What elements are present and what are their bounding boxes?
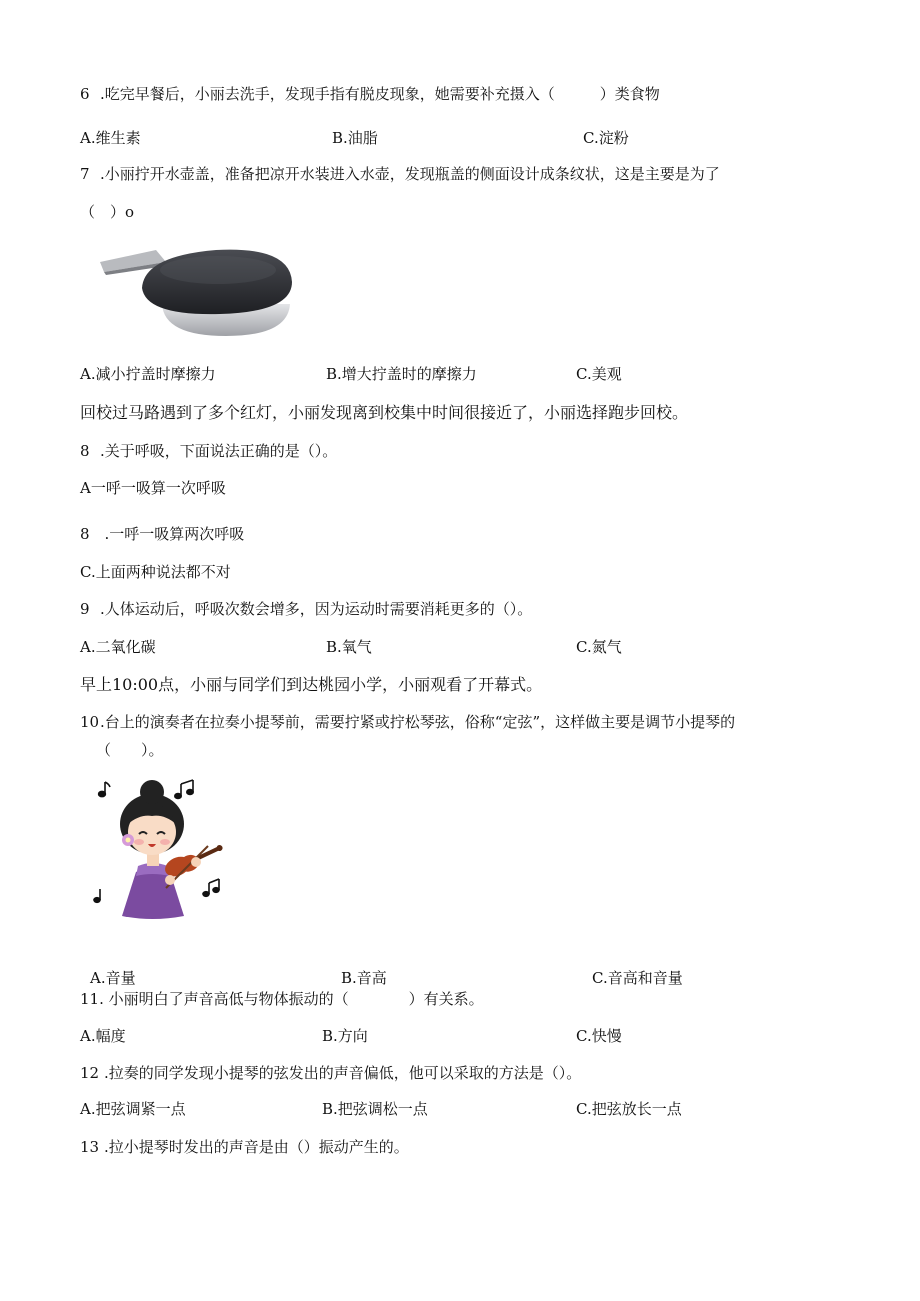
question-number: 7 [80, 165, 90, 183]
option-c: C.上面两种说法都不对 [80, 563, 231, 581]
question-number: 8 [80, 442, 90, 460]
option-b: B.氧气 [326, 638, 372, 656]
option-b: B.方向 [322, 1027, 368, 1045]
option-b: B.音高 [341, 969, 387, 987]
option-c: C.把弦放长一点 [576, 1100, 682, 1118]
question-number: 12 [80, 1064, 100, 1082]
option-c: C.美观 [576, 365, 622, 383]
question-text: .拉奏的同学发现小提琴的弦发出的声音偏低，他可以采取的方法是（）。 [104, 1064, 582, 1082]
question-text: .人体运动后，呼吸次数会增多，因为运动时需要消耗更多的（）。 [100, 600, 533, 618]
option-a: A一呼一吸算一次呼吸 [80, 479, 226, 497]
question-12 [80, 1063, 581, 1083]
question-number: 9 [80, 600, 90, 618]
option-b: B.增大拧盖时的摩擦力 [326, 365, 477, 383]
kettle-lid-image [96, 240, 296, 340]
narrative-paragraph: 回校过马路遇到了多个红灯，小丽发现离到校集中时间很接近了，小丽选择跑步回校。 [80, 403, 689, 422]
question-10 [80, 712, 735, 732]
question-9 [80, 599, 532, 619]
option-a: A.二氧化碳 [80, 638, 156, 656]
option-a: A.幅度 [80, 1027, 126, 1045]
question-11: 11. 小丽明白了声音高低与物体振动的（ ）有关系。 [80, 990, 484, 1008]
option-b: B.油脂 [332, 129, 378, 147]
option-c: C.氮气 [576, 638, 622, 656]
question-10-continued: （ ）。 [96, 741, 164, 759]
question-7 [80, 164, 720, 184]
girl-playing-violin-image [92, 776, 232, 922]
question-text: .拉小提琴时发出的声音是由（）振动产生的。 [104, 1138, 409, 1156]
question-text: .台上的演奏者在拉奏小提琴前，需要拧紧或拧松琴弦，俗称“定弦”，这样做主要是调节小提琴的 [100, 713, 736, 731]
question-number: 10 [80, 713, 100, 731]
option-c: C.快慢 [576, 1027, 622, 1045]
option-b: B.把弦调松一点 [322, 1100, 428, 1118]
question-7-continued: （ ）o [80, 203, 135, 221]
question-6 [80, 84, 660, 104]
question-8 [80, 441, 337, 461]
option-c: C.音高和音量 [592, 969, 683, 987]
option-b: 8 .一呼一吸算两次呼吸 [80, 525, 245, 543]
narrative-paragraph: 早上10:00点，小丽与同学们到达桃园小学，小丽观看了开幕式。 [80, 675, 543, 694]
option-a: A.维生素 [80, 129, 141, 147]
question-number: 13 [80, 1138, 100, 1156]
question-text: .小丽拧开水壶盖，准备把凉开水装进入水壶，发现瓶盖的侧面设计成条纹状，这是主要是为了 [100, 165, 720, 183]
option-c: C.淀粉 [583, 129, 629, 147]
question-text: .吃完早餐后，小丽去洗手，发现手指有脱皮现象，她需要补充摄入（ ）类食物 [100, 85, 660, 103]
question-text: .关于呼吸，下面说法正确的是（）。 [100, 442, 338, 460]
question-number: 6 [80, 85, 90, 103]
option-a: A.音量 [90, 969, 136, 987]
option-a: A.减小拧盖时摩擦力 [80, 365, 216, 383]
option-a: A.把弦调紧一点 [80, 1100, 186, 1118]
question-13 [80, 1137, 409, 1157]
